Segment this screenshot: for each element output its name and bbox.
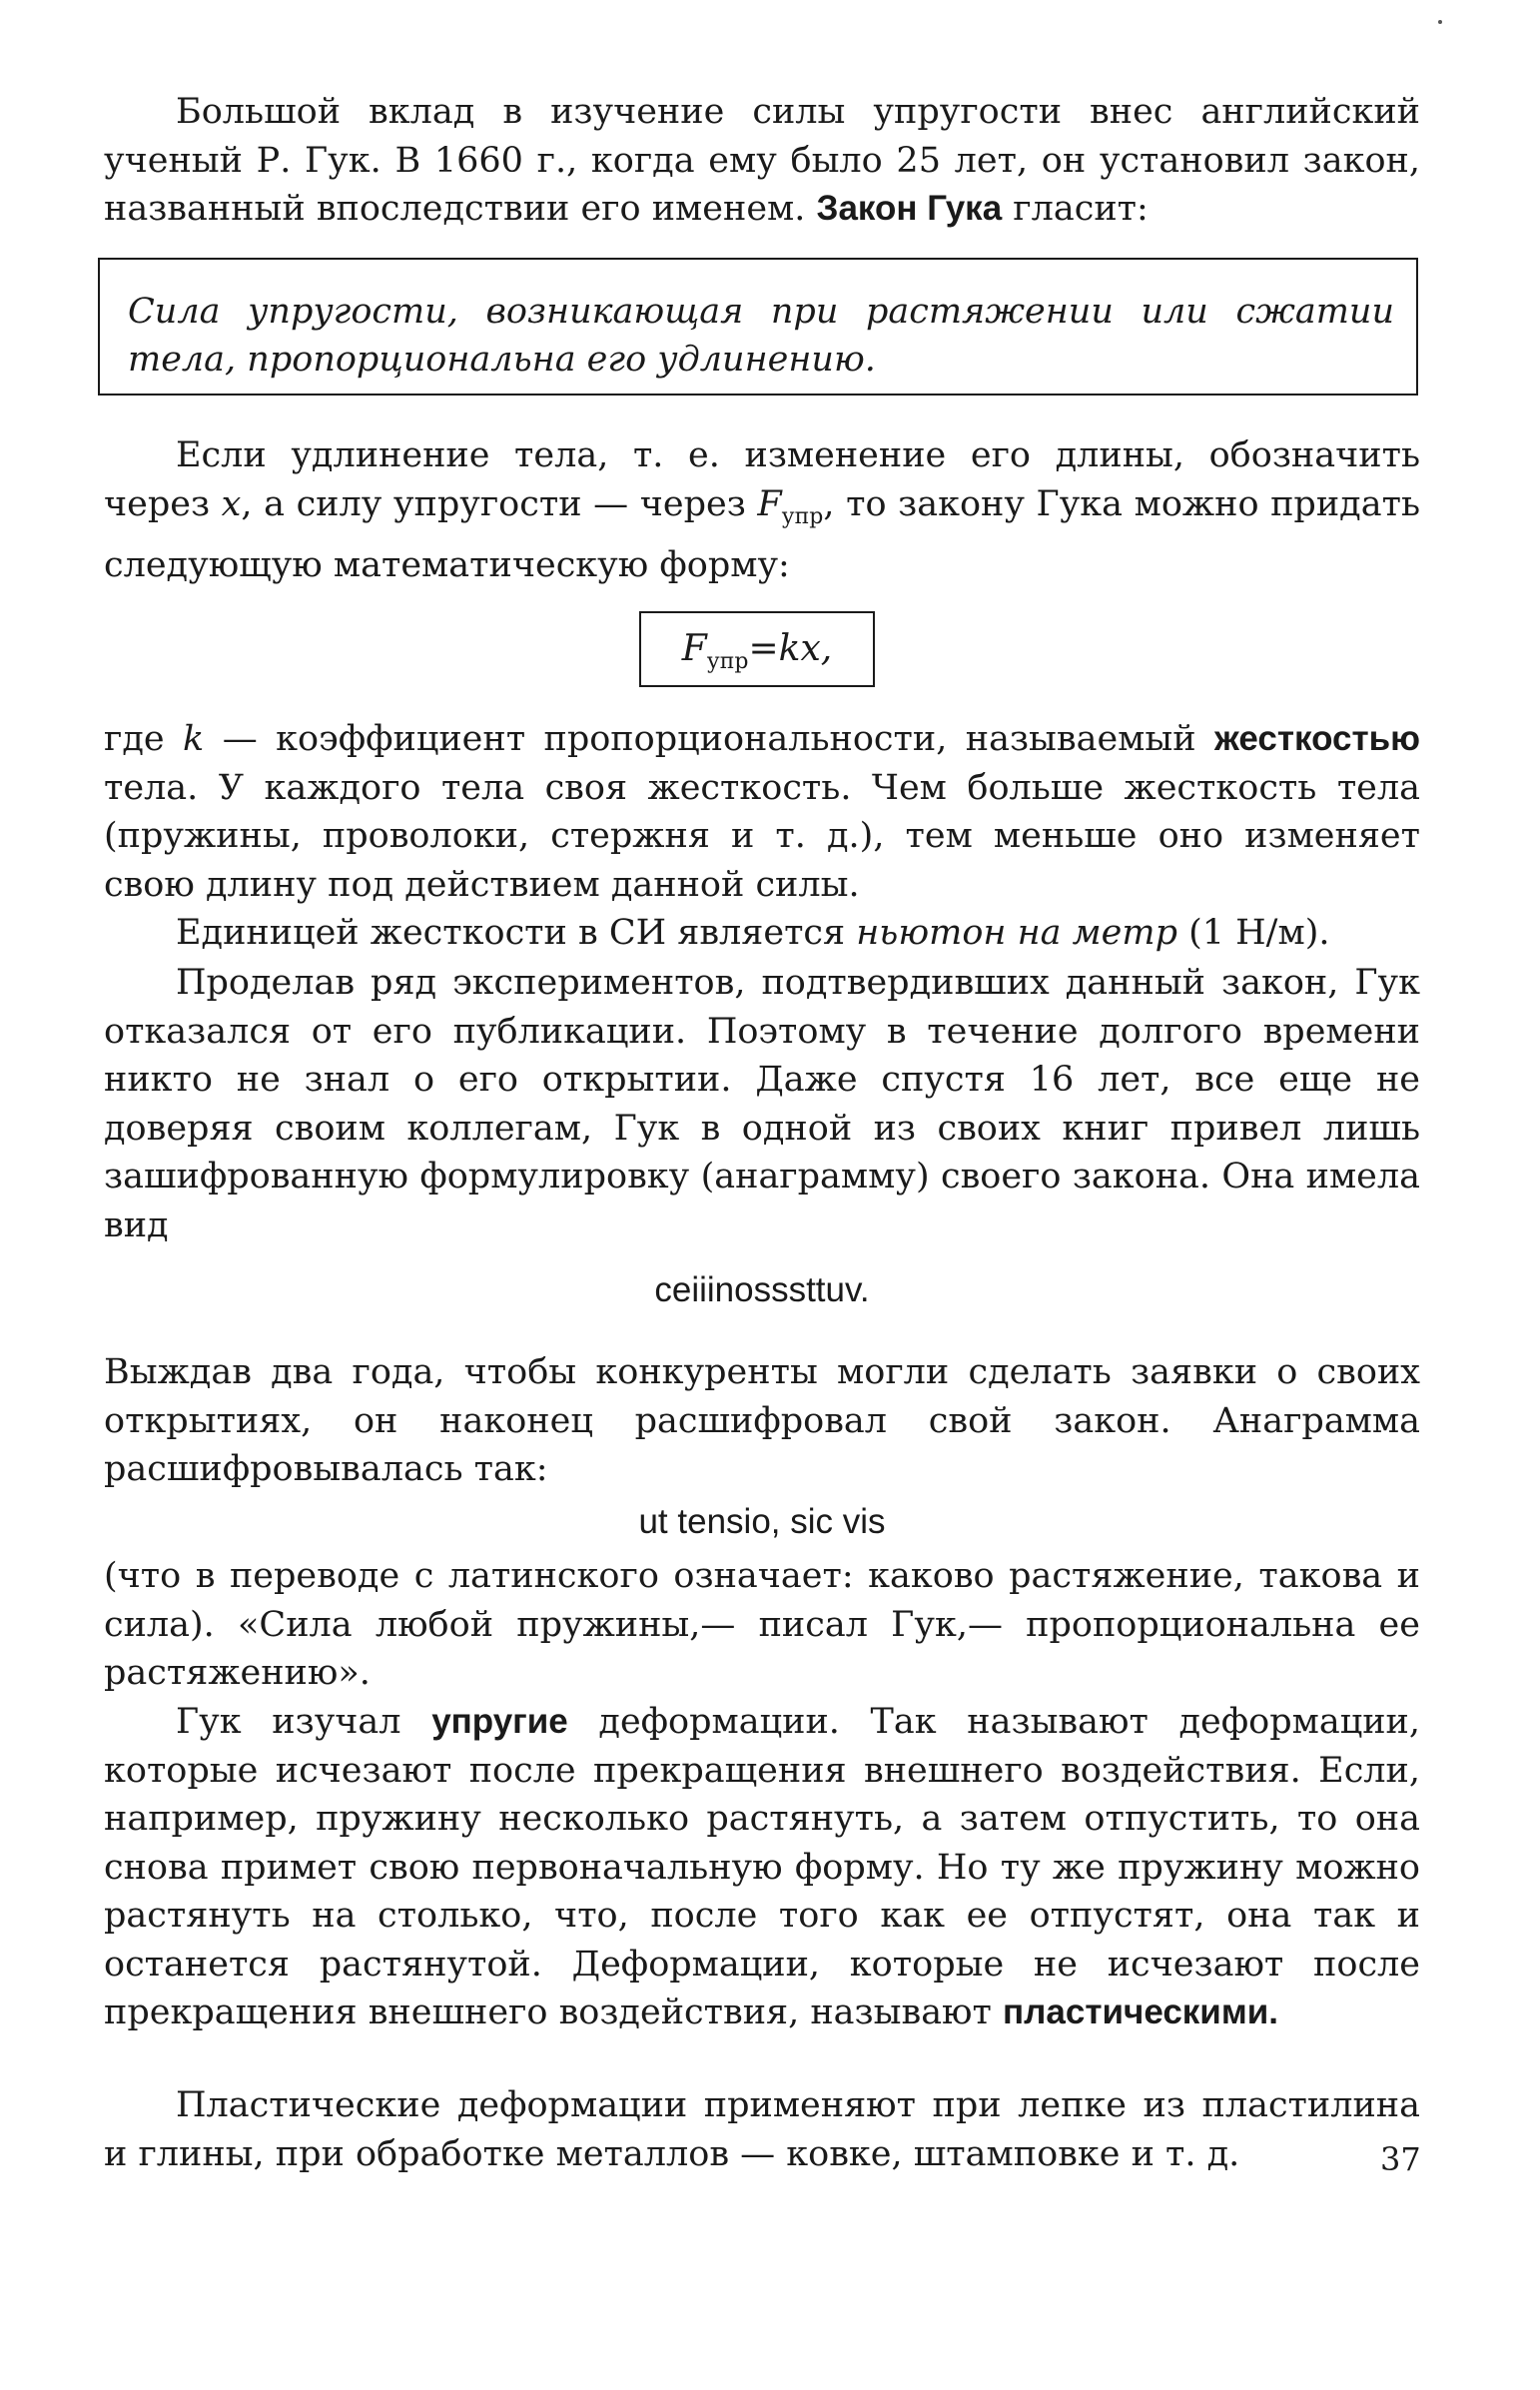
paragraph-stiffness: где k — коэффициент пропорциональности, называемый жесткостью тела. У каждого тела своя жесткость. Чем больше жесткость тела (пружины, проволоки, стержня и т. д.), тем меньше оно изменяет свою длину под действием данной силы.	[104, 719, 1420, 905]
paragraph-plastic-use: Пластические деформации применяют при лепке из пластилина и глины, при обработке металлов — ковке, штамповке и т. д.	[104, 2085, 1420, 2174]
paragraph-intro: Большой вклад в изучение силы упругости внес английский ученый Р. Гук. В 1660 г., когда ему было 25 лет, он установил закон, названный впоследствии его именем. Закон Гука гласит:	[104, 92, 1420, 229]
paragraph-unit: Единицей жесткости в СИ является ньютон на метр (1 Н/м).	[176, 913, 1330, 953]
law-statement-box	[98, 258, 1418, 396]
paragraph-experiments: Проделав ряд экспериментов, подтвердивших данный закон, Гук отказался от его публикации. Поэтому в течение долгого времени никто не знал о его открытии. Даже спустя 16 лет, все еще не доверяя своим коллегам, Гук в одной из своих книг привел лишь зашифрованную формулировку (анаграмму) своего закона. Она имела вид	[104, 963, 1420, 1245]
term-plastic: пластическими.	[1003, 1992, 1278, 2031]
paragraph-elastic: Гук изучал упругие деформации. Так называют деформации, которые исчезают после прекращения внешнего воздействия. Если, например, пружину несколько растянуть, а затем отпустить, то она снова примет свою первоначальную форму. Но ту же пружину можно растянуть на столько, что, после того как ее отпустят, она так и останется растянутой. Деформации, которые не исчезают после прекращения внешнего воздействия, называют пластическими.	[104, 1702, 1420, 2032]
anagram-line: ceiiinosssttuv.	[654, 1270, 870, 1309]
page-number: 37	[1380, 2140, 1421, 2178]
term-hooke-law: Закон Гука	[816, 189, 1003, 228]
paragraph-decoding: Выждав два года, чтобы конкуренты могли сделать заявки о своих открытиях, он наконец расшифровал свой закон. Анаграмма расшифровывалась так:	[104, 1352, 1420, 1489]
term-elastic: упругие	[431, 1702, 568, 1741]
latin-phrase: ut tensio, sic vis	[638, 1502, 886, 1541]
paragraph-notation: Если удлинение тела, т. е. изменение его длины, обозначить через x, а силу упругости — через $F_{упр}$, то закону Гука можно придать следующую математическую форму:	[104, 435, 1421, 585]
scan-speck	[1438, 20, 1442, 24]
term-stiffness: жесткостью	[1214, 719, 1420, 758]
law-statement: Сила упругости, возникающая при растяжении или сжатии тела, пропорциональна его удлинению.	[128, 292, 1394, 380]
hooke-formula-box: $F_{упр}=kx$,	[639, 611, 875, 687]
paragraph-translation: (что в переводе с латинского означает: каково растяжение, такова и сила). «Сила любой пружины,— писал Гук,— пропорциональна ее растяжению».	[104, 1556, 1420, 1693]
